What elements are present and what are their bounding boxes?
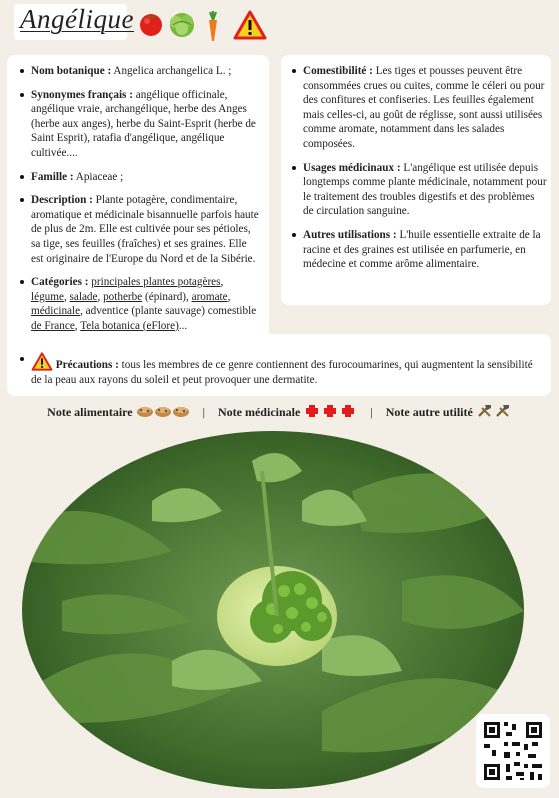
- tool-icon: [494, 404, 512, 418]
- categories-label: Catégories :: [31, 276, 89, 289]
- medical-uses-item: [303, 161, 547, 219]
- other-uses-value: L'huile essentielle extraite de la racine et des graines est utilisée en parfumerie, en médecine et comme arôme alimentaire.: [303, 228, 541, 271]
- page-title: Angélique: [20, 4, 134, 34]
- category-link-aromatic[interactable]: aromate: [191, 290, 228, 303]
- precautions-card: [7, 334, 551, 396]
- category-link-france[interactable]: de France: [31, 319, 75, 332]
- tomato-icon: [137, 10, 165, 38]
- botanical-name-value: Angelica archangelica L. ;: [111, 65, 232, 77]
- synonyms-label: Synonymes français :: [31, 88, 133, 101]
- family-item: [31, 170, 261, 185]
- category-link-vegetable[interactable]: légume: [31, 290, 64, 303]
- warning-icon: [31, 352, 53, 371]
- separator: ,: [74, 319, 81, 332]
- separator: ,: [97, 290, 104, 303]
- food-note-label: Note alimentaire: [47, 405, 133, 419]
- category-text: ...: [178, 319, 188, 332]
- medical-note-icons: [303, 405, 357, 419]
- other-note-icons: [476, 405, 512, 419]
- description-item: [31, 193, 261, 266]
- medical-uses-value: L'angélique est utilisée depuis longtemps comme plante médicinale, notamment pour le traitement des troubles digestifs et des problèmes de circulation sanguine.: [303, 161, 547, 218]
- edibility-value: Les tiges et pousses peuvent être consommées crues ou cuites, comme le céleri ou pour des confitures et confiseries. Les feuilles également mais celles-ci, au goût de réglisse, sont aussi utilisées comme aromate, notamment dans les salades composées.: [303, 65, 545, 150]
- separator: |: [202, 405, 205, 419]
- notes-row: [0, 404, 559, 420]
- category-link-main-vegetables[interactable]: principales plantes potagères: [91, 276, 221, 289]
- carrot-icon: [201, 10, 225, 42]
- right-card: [281, 55, 551, 305]
- tool-icon: [476, 404, 494, 418]
- edibility-label: Comestibilité :: [303, 65, 373, 77]
- category-text: , adventice (plante sauvage) comestible: [80, 305, 257, 318]
- edibility-item: [303, 64, 547, 152]
- synonyms-value: angélique officinale, angélique vraie, archangélique, herbe des Anges (herbe aux anges), herbe du Saint-Esprit (herbe de Saint Esprit), ratafia d'angélique, angélique cultivée....: [31, 88, 256, 159]
- plant-photo: [22, 431, 524, 789]
- family-label: Famille :: [31, 170, 74, 183]
- precautions-value: tous les membres de ce genre contiennent des furocoumarines, qui augmentent la sensibilité de la peau aux rayons du soleil et peut provoquer une dermatite.: [31, 359, 533, 386]
- qr-code[interactable]: [476, 714, 550, 788]
- synonyms-item: [31, 88, 261, 161]
- category-text: (épinard),: [142, 290, 192, 303]
- cabbage-icon: [167, 10, 197, 38]
- description-value: Plante potagère, condimentaire, aromatique et médicinale bisannuelle parfois haute de plus de 2m. Elle est cultivée pour ses pétioles, sa tige, ses feuilles (fraîches) et ses graines. Elle est originaire de l'Europe du Nord et de la Sibérie.: [31, 194, 259, 265]
- other-uses-label: Autres utilisations :: [303, 228, 397, 241]
- separator: |: [370, 405, 373, 419]
- other-note-label: Note autre utilité: [385, 405, 473, 419]
- separator: ,: [220, 276, 224, 289]
- medical-uses-label: Usages médicinaux :: [303, 161, 401, 174]
- medical-cross-icon: [339, 404, 357, 418]
- other-uses-item: [303, 228, 547, 272]
- categories-item: [31, 275, 261, 333]
- qr-code-image: [476, 714, 550, 788]
- food-rating-icon: [172, 404, 190, 418]
- precautions-label: Précautions :: [55, 359, 119, 371]
- category-link-potherb[interactable]: potherbe: [103, 290, 143, 303]
- botanical-name-item: [31, 64, 261, 79]
- separator: ,: [63, 290, 70, 303]
- food-rating-icon: [154, 404, 172, 418]
- category-link-tela-botanica[interactable]: Tela botanica (eFlore): [80, 319, 179, 332]
- left-card: [7, 55, 269, 345]
- description-label: Description :: [31, 194, 93, 207]
- warning-icon: [233, 10, 267, 40]
- botanical-name-label: Nom botanique :: [31, 65, 112, 77]
- medical-note-label: Note médicinale: [218, 405, 301, 419]
- medical-cross-icon: [303, 404, 321, 418]
- food-note-icons: [136, 405, 190, 419]
- medical-cross-icon: [321, 404, 339, 418]
- separator: ,: [227, 290, 231, 303]
- precautions-item: [31, 352, 543, 387]
- category-link-medicinal[interactable]: médicinale: [31, 305, 81, 318]
- family-value: Apiaceae ;: [73, 170, 124, 183]
- category-link-salad[interactable]: salade: [69, 290, 98, 303]
- food-rating-icon: [136, 404, 154, 418]
